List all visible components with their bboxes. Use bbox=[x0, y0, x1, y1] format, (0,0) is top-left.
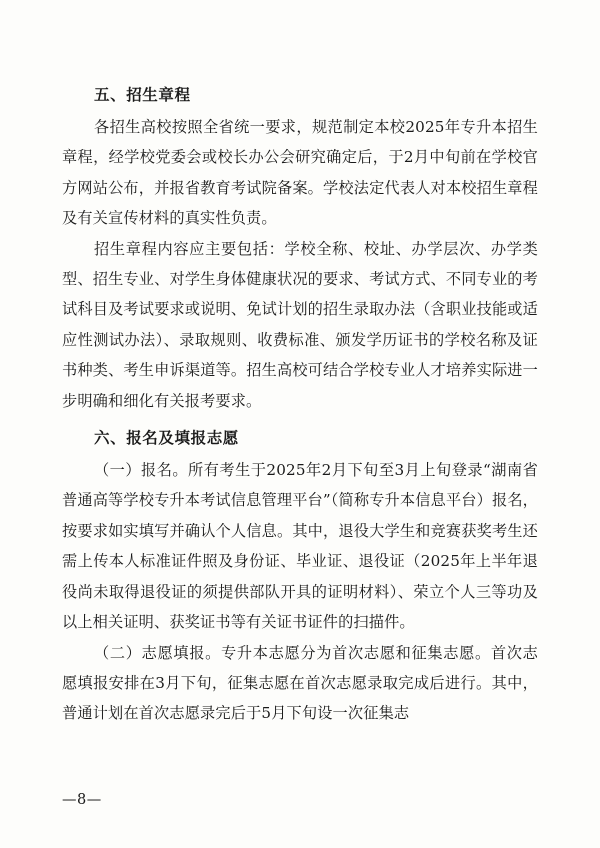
page-footer bbox=[62, 790, 538, 810]
document-body bbox=[62, 80, 538, 729]
paragraph: （一）报名。所有考生于2025年2月下旬至3月上旬登录“湖南省普通高等学校专升本考试信息管理平台”（简称专升本信息平台）报名，按要求如实填写并确认个人信息。其中，退役大学生和竞赛获奖考生还需上传本人标准证件照及身份证、毕业证、退役证（2025年上半年退役尚未取得退役证的须提供部队开具的证明材料）、荣立个人三等功及以上相关证明、获奖证书等有关证书证件的扫描件。 bbox=[62, 461, 538, 632]
paragraph: 各招生高校按照全省统一要求，规范制定本校2025年专升本招生章程，经学校党委会或校长办公会研究确定后，于2月中旬前在学校官方网站公布，并报省教育考试院备案。学校法定代表人对本校招生章程及有关宣传材料的真实性负责。 bbox=[62, 118, 538, 228]
paragraph: （二）志愿填报。专升本志愿分为首次志愿和征集志愿。首次志愿填报安排在3月下旬，征集志愿在首次志愿录取完成后进行。其中，普通计划在首次志愿录完后于5月下旬设一次征集志 bbox=[62, 643, 538, 723]
section-heading: 六、报名及填报志愿 bbox=[94, 429, 239, 448]
paragraph: 招生章程内容应主要包括：学校全称、校址、办学层次、办学类型、招生专业、对学生身体健康状况的要求、考试方式、不同专业的考试科目及考试要求或说明、免试计划的招生录取办法（含职业技能或适应性测试办法）、录取规则、收费标准、颁发学历证书的学校名称及证书种类、考生申诉渠道等。招生高校可结合学校专业人才培养实际进一步明确和细化有关报考要求。 bbox=[62, 239, 538, 410]
page-number: —8— bbox=[62, 792, 102, 808]
section-heading: 五、招生章程 bbox=[94, 86, 191, 104]
